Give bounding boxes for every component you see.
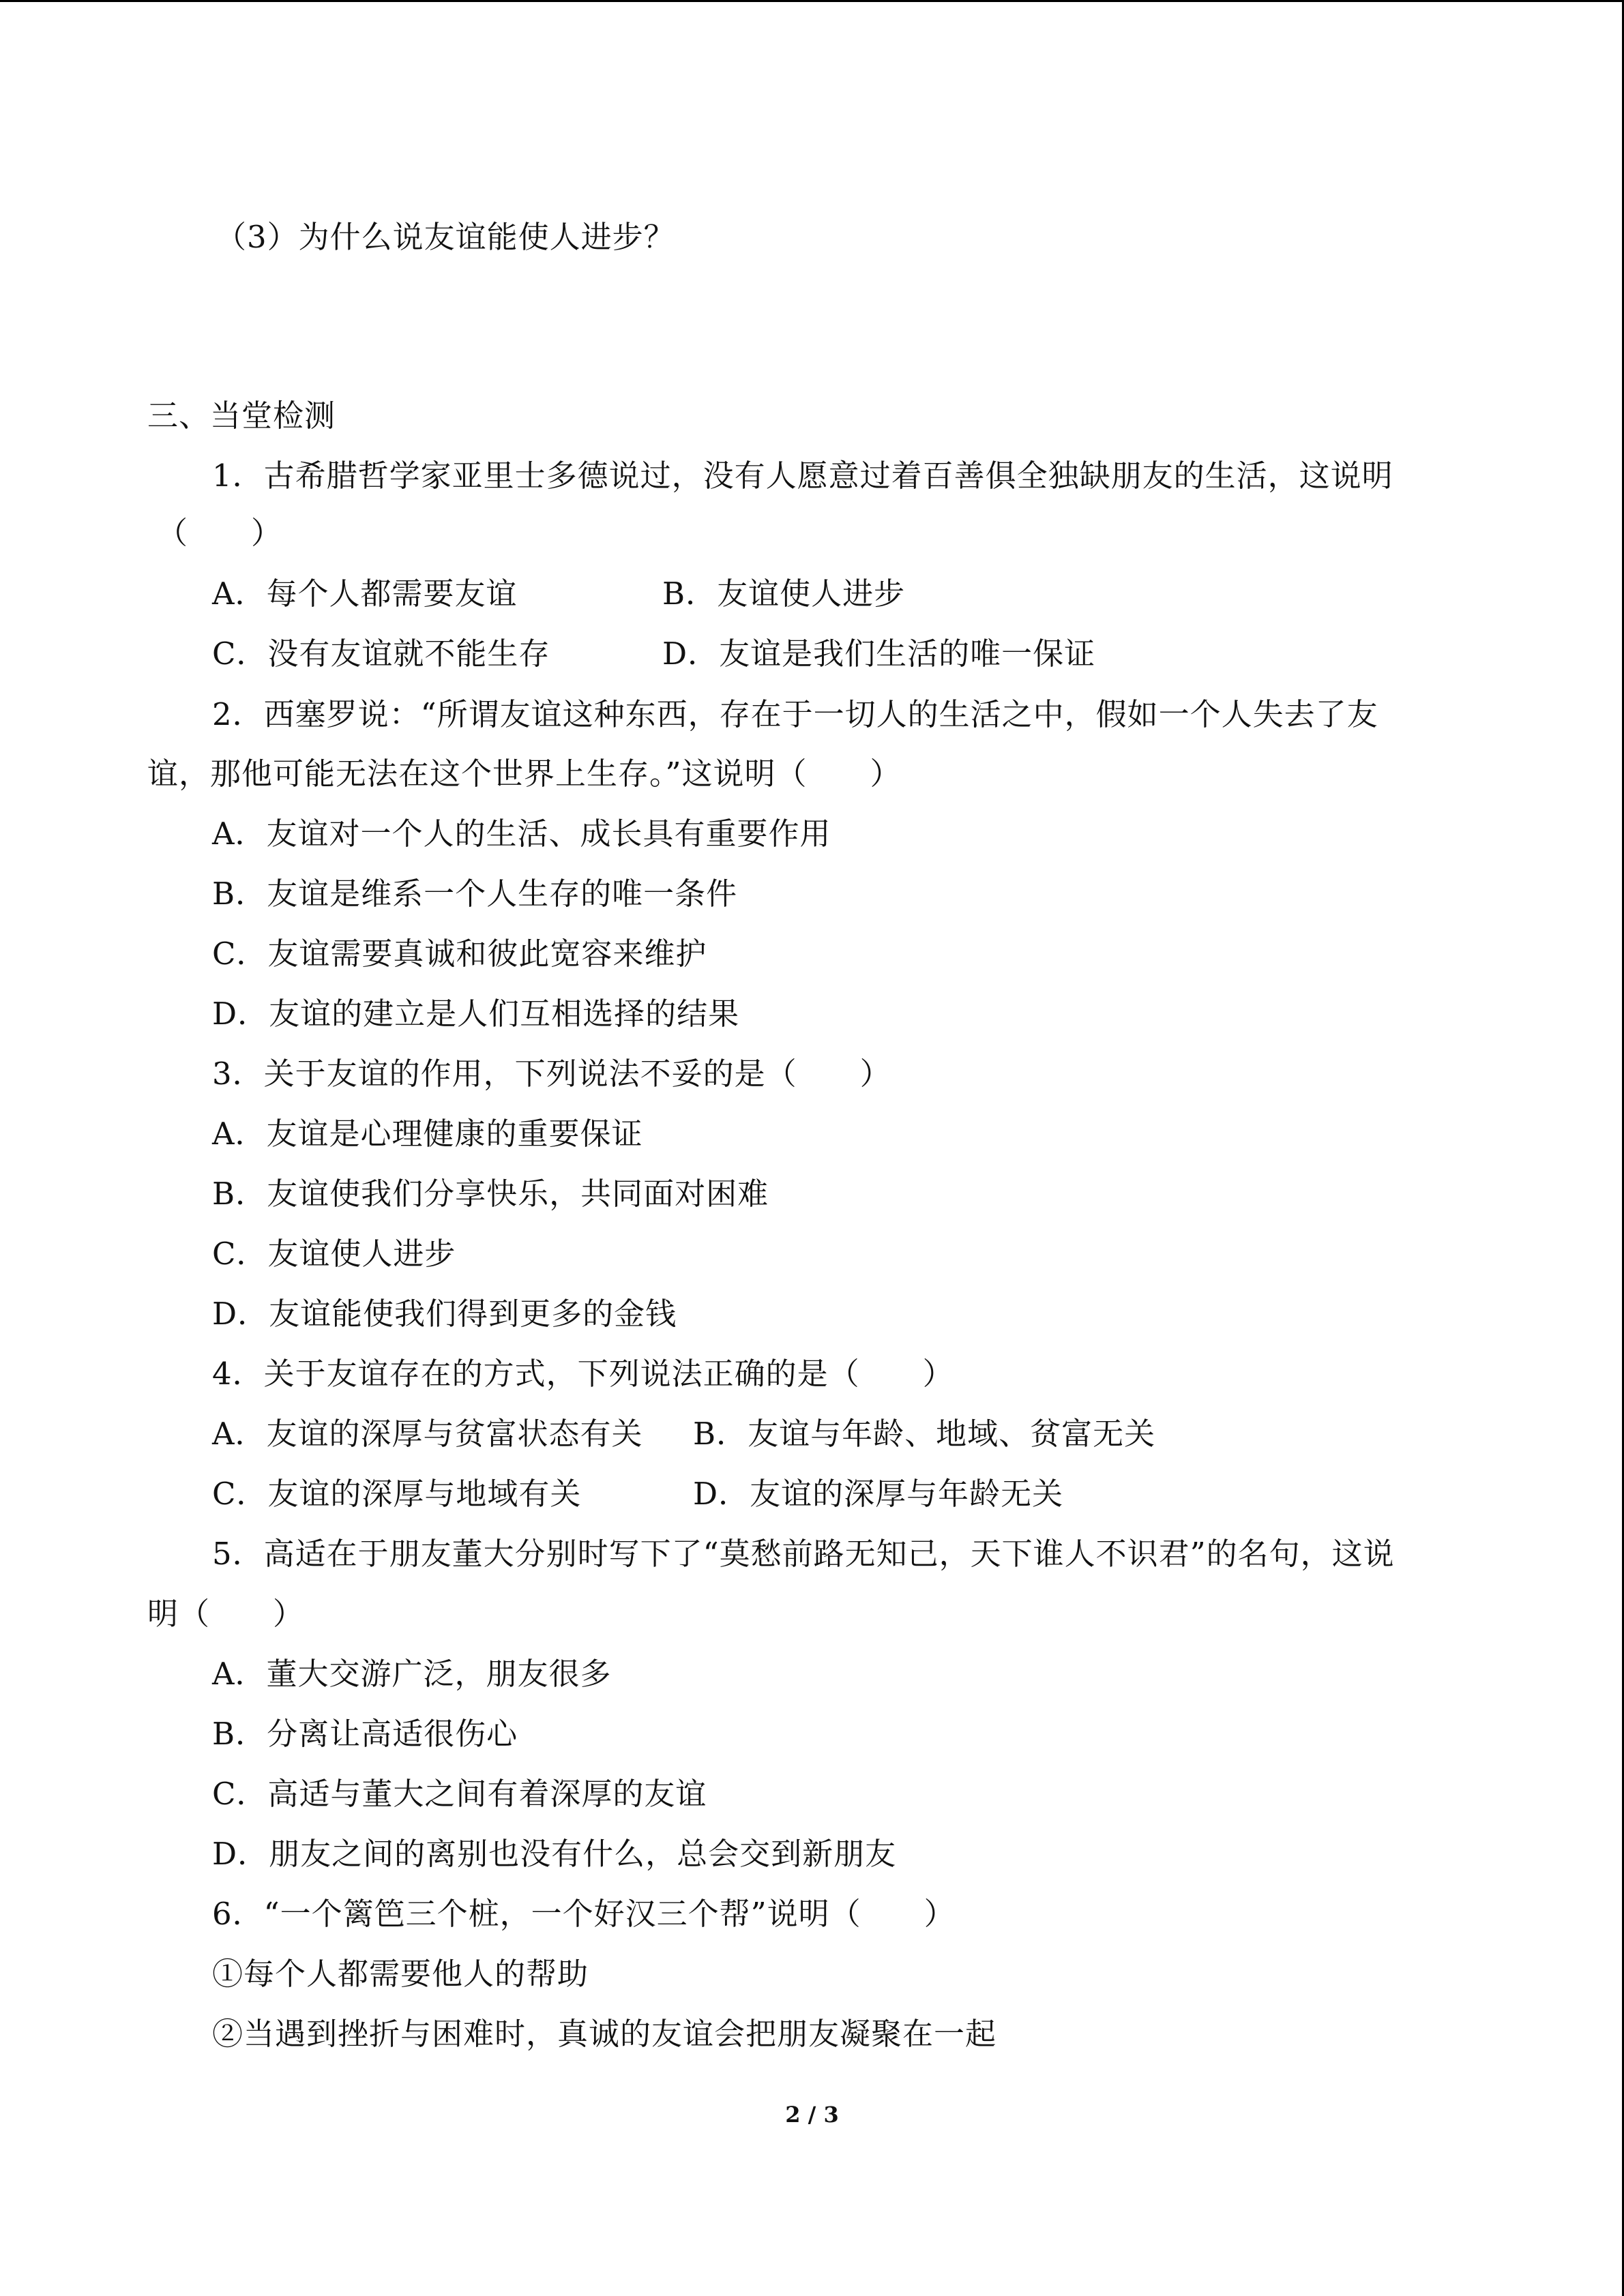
q5-option-d: D．朋友之间的离别也没有什么，总会交到新朋友 bbox=[212, 1836, 897, 1872]
q4-option-row-1 bbox=[212, 1414, 1508, 1455]
q2-option-a: A．友谊对一个人的生活、成长具有重要作用 bbox=[212, 816, 831, 852]
q6-item-1: ①每个人都需要他人的帮助 bbox=[212, 1956, 589, 1992]
q4-stem: 4．关于友谊存在的方式，下列说法正确的是（ ） bbox=[212, 1356, 954, 1392]
q1-option-c: C．没有友谊就不能生存 bbox=[212, 636, 550, 672]
q6-item-2: ②当遇到挫折与困难时，真诚的友谊会把朋友凝聚在一起 bbox=[212, 2016, 997, 2052]
q4-option-b: B．友谊与年龄、地域、贫富无关 bbox=[693, 1416, 1156, 1452]
q3-stem: 3．关于友谊的作用，下列说法不妥的是（ ） bbox=[212, 1056, 891, 1092]
q4-option-d: D．友谊的深厚与年龄无关 bbox=[693, 1476, 1064, 1512]
section-title: 三、当堂检测 bbox=[147, 398, 336, 434]
q6-stem: 6．“一个篱笆三个桩，一个好汉三个帮”说明（ ） bbox=[212, 1896, 956, 1932]
q4-option-row-2 bbox=[212, 1474, 1508, 1515]
q2-stem-cont: 谊，那他可能无法在这个世界上生存。”这说明（ ） bbox=[147, 756, 902, 792]
q2-option-b: B．友谊是维系一个人生存的唯一条件 bbox=[212, 876, 738, 912]
q3-option-c: C．友谊使人进步 bbox=[212, 1236, 456, 1272]
q1-option-row-1 bbox=[212, 573, 1508, 614]
question-3-text: （3）为什么说友谊能使人进步？ bbox=[216, 219, 675, 255]
q3-option-b: B．友谊使我们分享快乐，共同面对困难 bbox=[212, 1176, 769, 1212]
q3-option-a: A．友谊是心理健康的重要保证 bbox=[212, 1116, 643, 1152]
q3-option-d: D．友谊能使我们得到更多的金钱 bbox=[212, 1296, 677, 1332]
q1-option-a: A．每个人都需要友谊 bbox=[212, 576, 518, 612]
q4-option-c: C．友谊的深厚与地域有关 bbox=[212, 1476, 582, 1512]
q4-option-a: A．友谊的深厚与贫富状态有关 bbox=[212, 1416, 643, 1452]
q5-option-c: C．高适与董大之间有着深厚的友谊 bbox=[212, 1776, 707, 1812]
q1-option-b: B．友谊使人进步 bbox=[662, 576, 906, 612]
q5-option-b: B．分离让高适很伤心 bbox=[212, 1716, 518, 1752]
q5-stem-cont: 明（ ） bbox=[147, 1596, 305, 1632]
q1-stem-cont: （ ） bbox=[157, 515, 283, 551]
q2-option-c: C．友谊需要真诚和彼此宽容来维护 bbox=[212, 936, 707, 972]
q5-stem: 5．高适在于朋友董大分别时写下了“莫愁前路无知己，天下谁人不识君”的名句，这说 bbox=[212, 1536, 1395, 1572]
q5-option-a: A．董大交游广泛，朋友很多 bbox=[212, 1656, 612, 1692]
q2-option-d: D．友谊的建立是人们互相选择的结果 bbox=[212, 996, 740, 1032]
q1-stem: 1．古希腊哲学家亚里士多德说过，没有人愿意过着百善俱全独缺朋友的生活，这说明 bbox=[212, 458, 1393, 494]
q1-option-row-2 bbox=[212, 633, 1508, 674]
q1-option-d: D．友谊是我们生活的唯一保证 bbox=[662, 636, 1096, 672]
q2-stem: 2．西塞罗说：“所谓友谊这种东西，存在于一切人的生活之中，假如一个人失去了友 bbox=[212, 696, 1378, 732]
page-border-top bbox=[0, 0, 1624, 2]
page-number: 2 / 3 bbox=[785, 2102, 839, 2128]
